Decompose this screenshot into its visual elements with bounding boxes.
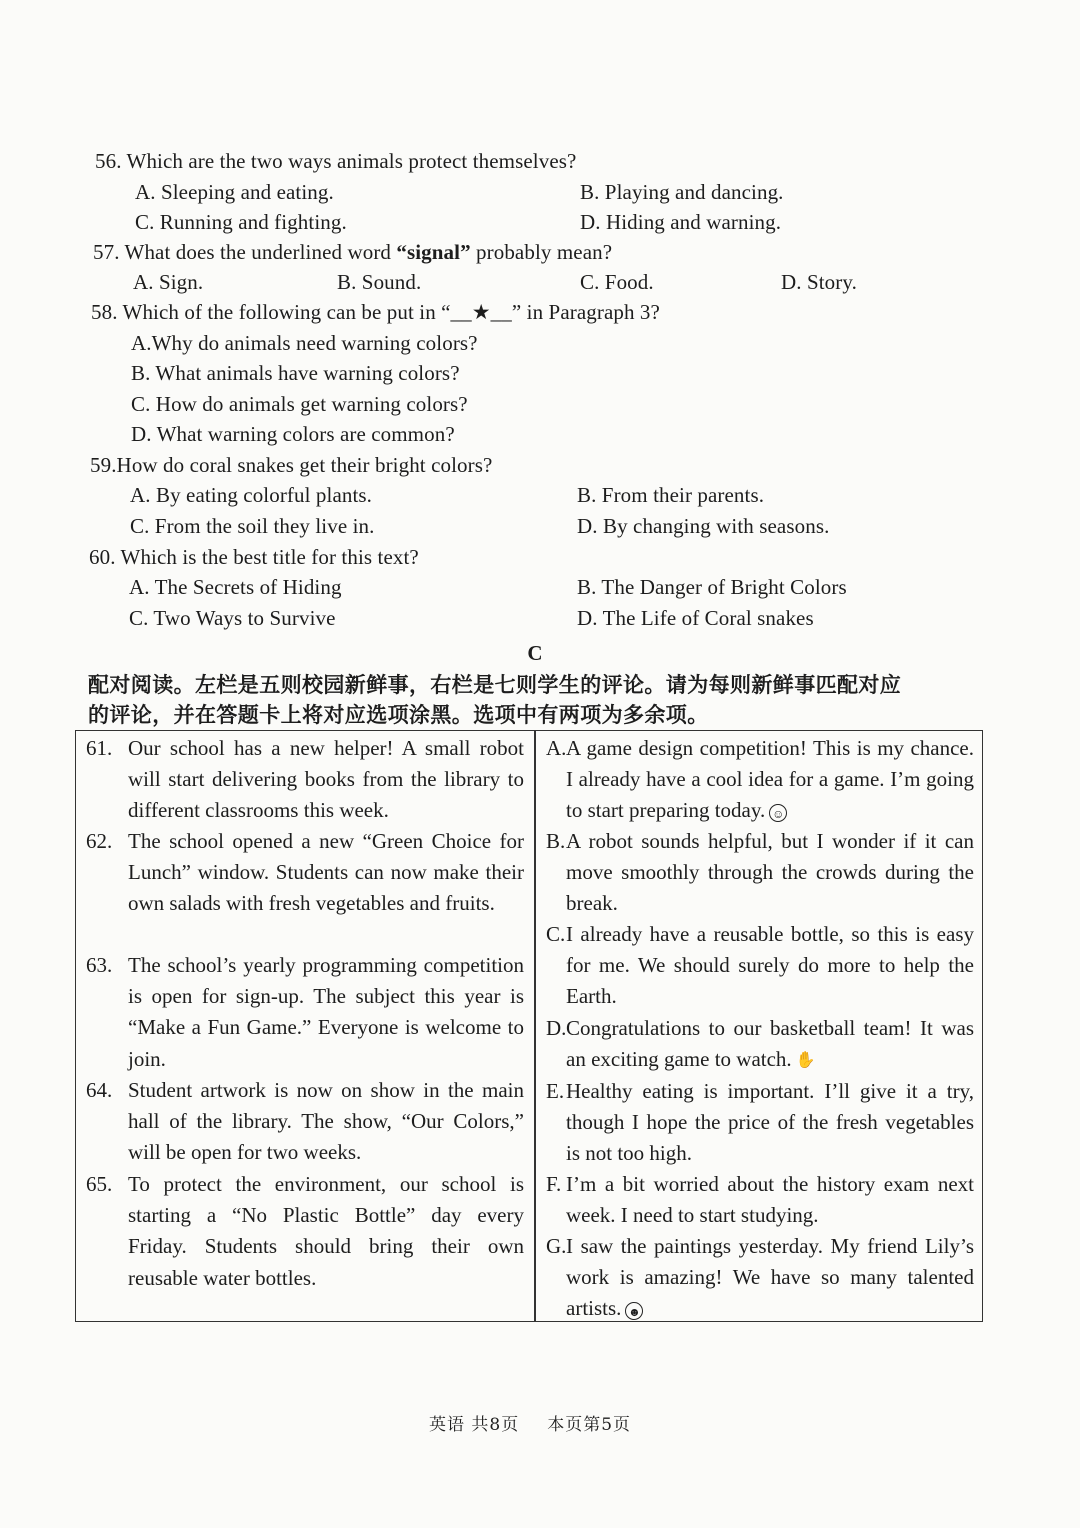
q56-option-d: D. Hiding and warning. [580,210,782,234]
question-60-stem: 60. Which is the best title for this text? [89,545,419,569]
comment-e [546,1076,974,1170]
q58-option-d: D. What warning colors are common? [131,422,455,446]
news-number: 62. [86,829,113,853]
comment-c [546,919,974,1013]
q57-option-d: D. Story. [781,270,857,294]
q57-option-b: B. Sound. [337,270,422,294]
section-heading: C [527,641,543,665]
news-text: The school opened a new “Green Choice for Lunch” window. Students can now make their own salads with fresh vegetables and fruits. [128,829,524,916]
q59-option-b: B. From their parents. [577,483,765,507]
column-divider [534,731,536,1321]
news-item-62 [86,826,524,920]
clap-icon: ✋ [795,1052,816,1070]
q56-option-a: A. Sleeping and eating. [135,180,334,204]
news-text: Our school has a new helper! A small robot will start delivering books from the library to different classrooms this week. [128,736,524,823]
question-59-stem: 59.How do coral snakes get their bright colors? [90,453,493,477]
q60-option-a: A. The Secrets of Hiding [129,575,342,599]
footer-subject: 英语 共8页 [428,1415,520,1435]
news-number: 63. [86,953,113,977]
q58-option-b: B. What animals have warning colors? [131,361,460,385]
q59-option-d: D. By changing with seasons. [577,514,830,538]
q59-option-c: C. From the soil they live in. [130,514,375,538]
instruction-line-2: 的评论，并在答题卡上将对应选项涂黑。选项中有两项为多余项。 [88,703,709,727]
comment-b [546,826,974,920]
comment-text: Congratulations to our basketball team! It was an exciting game to watch. [566,1016,974,1072]
comment-text: I saw the paintings yesterday. My friend Lily’s work is amazing! We have so many talented artists. [566,1234,974,1321]
q60-option-d: D. The Life of Coral snakes [577,606,814,630]
comment-letter: C. [546,922,566,946]
question-58-stem: 58. Which of the following can be put in “__★__” in Paragraph 3? [91,300,660,324]
comment-letter: F. [546,1172,562,1196]
q60-option-b: B. The Danger of Bright Colors [577,575,847,599]
q57-option-a: A. Sign. [133,270,204,294]
news-item-61 [86,733,524,827]
comment-g [546,1231,974,1325]
comment-letter: D. [546,1016,567,1040]
instruction-line-1: 配对阅读。左栏是五则校园新鲜事，右栏是七则学生的评论。请为每则新鲜事匹配对应 [88,673,902,697]
question-56-stem: 56. Which are the two ways animals protect themselves? [95,149,577,173]
smile-icon: ☺ [769,804,787,822]
footer-page-number: 本页第5页 [547,1415,632,1435]
comment-text: Healthy eating is important. I’ll give it a try, though I hope the price of the fresh vegetables is not too high. [566,1079,974,1166]
comment-letter: E. [546,1079,565,1103]
comment-f [546,1169,974,1231]
q58-option-a: A.Why do animals need warning colors? [131,331,478,355]
news-text: Student artwork is now on show in the main hall of the library. The show, “Our Colors,” will be open for two weeks. [128,1078,524,1165]
happy-face-icon: ☻ [625,1302,643,1320]
comment-text: A game design competition! This is my chance. I already have a cool idea for a game. I’m going to start preparing today. [566,736,974,823]
q57-stem-post: probably mean? [470,240,613,264]
comment-text: I’m a bit worried about the history exam next week. I need to start studying. [566,1172,974,1228]
comment-letter: A. [546,736,567,760]
news-item-65 [86,1169,524,1294]
news-number: 61. [86,736,113,760]
page-footer [0,1410,1060,1435]
comment-d [546,1013,974,1075]
comment-letter: B. [546,829,566,853]
q60-option-c: C. Two Ways to Survive [129,606,336,630]
news-item-64 [86,1075,524,1169]
q57-stem-pre: 57. What does the underlined word [93,240,397,264]
comment-a [546,733,974,827]
matching-table [75,730,983,1322]
q57-keyword: “signal” [396,240,471,264]
news-text: The school’s yearly programming competition is open for sign-up. The subject this year is “Make a Fun Game.” Everyone is welcome to join. [128,953,524,1071]
news-text: To protect the environment, our school is starting a “No Plastic Bottle” day every Friday. Students should bring their own reusable water bottles. [128,1172,524,1290]
q56-option-b: B. Playing and dancing. [580,180,784,204]
comment-text: A robot sounds helpful, but I wonder if it can move smoothly through the crowds during the break. [566,829,974,916]
news-number: 64. [86,1078,113,1102]
q57-option-c: C. Food. [580,270,654,294]
comment-text: I already have a reusable bottle, so this is easy for me. We should surely do more to help the Earth. [566,922,974,1009]
q58-option-c: C. How do animals get warning colors? [131,392,468,416]
news-item-63 [86,950,524,1075]
question-57-stem [93,238,612,266]
news-number: 65. [86,1172,113,1196]
q59-option-a: A. By eating colorful plants. [130,483,373,507]
comment-letter: G. [546,1234,567,1258]
q56-option-c: C. Running and fighting. [135,210,347,234]
